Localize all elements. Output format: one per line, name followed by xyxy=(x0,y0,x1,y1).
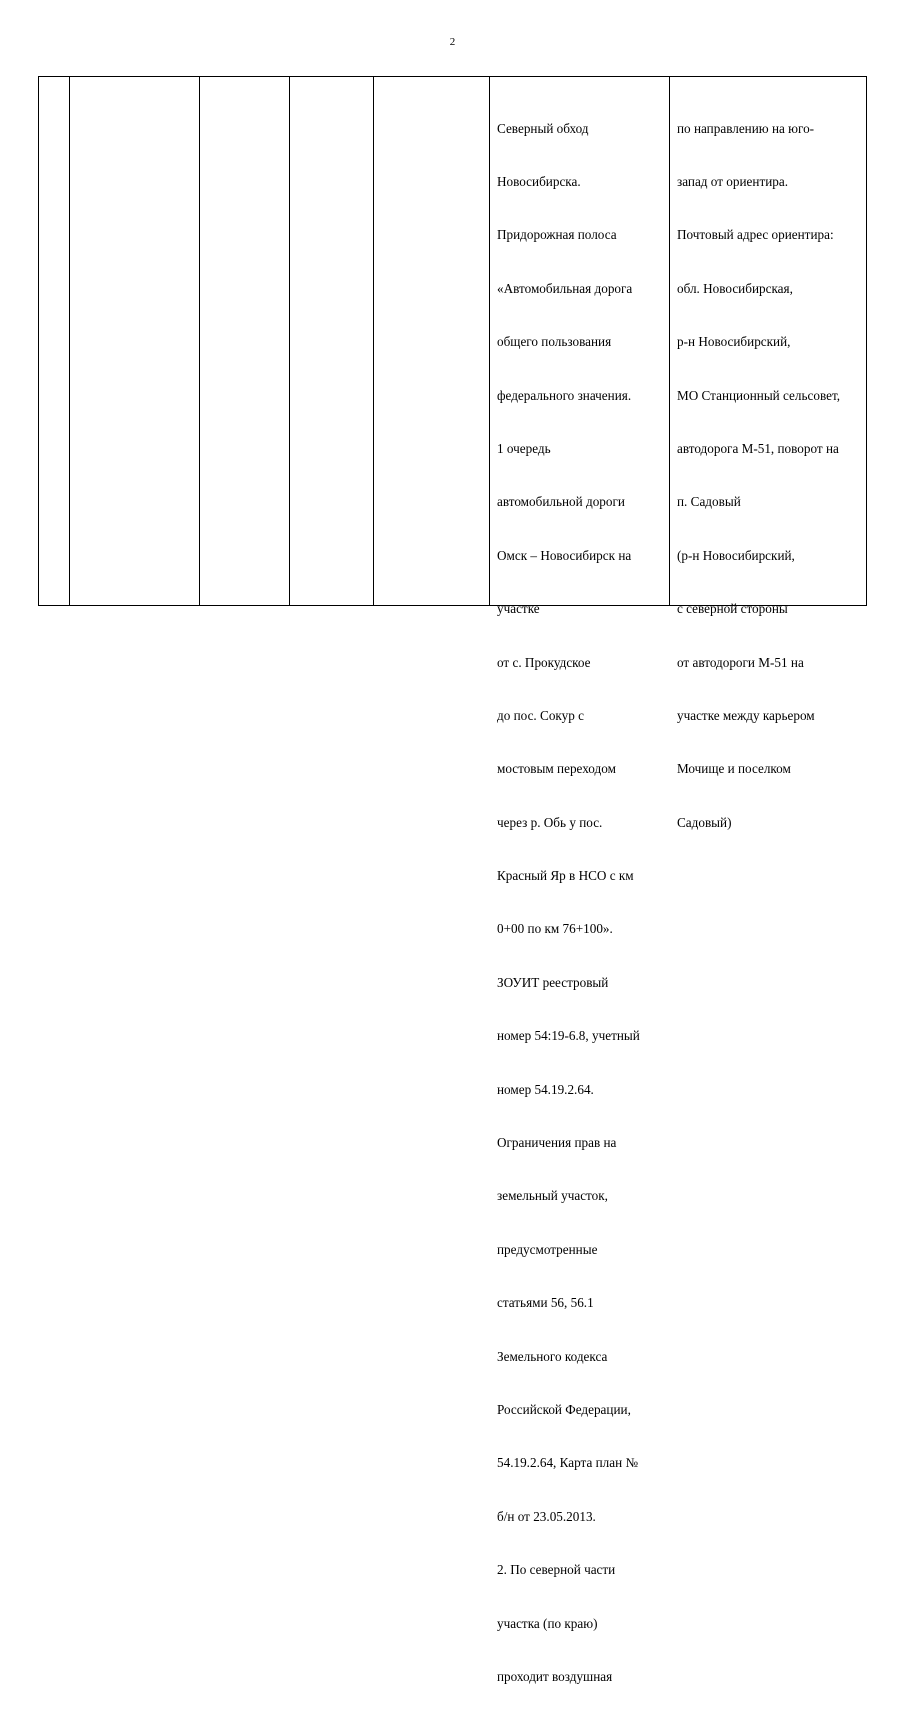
text-line: 2. По северной части xyxy=(497,1562,616,1578)
text-line: Северный обход xyxy=(497,120,589,136)
text-line: Ограничения прав на xyxy=(497,1135,617,1151)
text-line: «Автомобильная дорога xyxy=(497,280,633,296)
text-line: б/н от 23.05.2013. xyxy=(497,1508,596,1524)
text-line: Почтовый адрес ориентира: xyxy=(677,227,834,243)
text-line: номер 54.19.2.64. xyxy=(497,1081,594,1097)
column-divider-2 xyxy=(199,77,200,605)
text-line: Садовый) xyxy=(677,814,732,830)
text-line: по направлению на юго- xyxy=(677,120,815,136)
text-line: общего пользования xyxy=(497,334,612,350)
text-line: через р. Обь у пос. xyxy=(497,814,603,830)
text-line: запад от ориентира. xyxy=(677,173,789,189)
text-line: Придорожная полоса xyxy=(497,227,617,243)
text-line: МО Станционный сельсовет, xyxy=(677,387,841,403)
text-line: федерального значения. xyxy=(497,387,632,403)
text-line: номер 54:19-6.8, учетный xyxy=(497,1028,640,1044)
page-number: 2 xyxy=(449,36,456,48)
text-line: Красный Яр в НСО с км xyxy=(497,868,634,884)
text-line: Новосибирска. xyxy=(497,173,581,189)
text-line: автомобильной дороги xyxy=(497,494,625,510)
text-line: Мочище и поселком xyxy=(677,761,791,777)
text-line: с северной стороны xyxy=(677,601,788,617)
text-line: от автодороги М-51 на xyxy=(677,654,804,670)
text-line: до пос. Сокур с xyxy=(497,707,584,723)
column-divider-5 xyxy=(489,77,490,605)
text-line: Земельного кодекса xyxy=(497,1348,608,1364)
column-divider-3 xyxy=(289,77,290,605)
text-line: Омск – Новосибирск на xyxy=(497,547,632,563)
text-line: (р-н Новосибирский, xyxy=(677,547,795,563)
text-line: 1 очередь xyxy=(497,440,551,456)
text-line: п. Садовый xyxy=(677,494,741,510)
restriction-description-cell xyxy=(497,84,640,1721)
land-record-table xyxy=(38,76,867,1684)
text-line: мостовым переходом xyxy=(497,761,616,777)
text-line: Российской Федерации, xyxy=(497,1401,631,1417)
text-line: статьями 56, 56.1 xyxy=(497,1295,594,1311)
text-line: ЗОУИТ реестровый xyxy=(497,974,609,990)
text-line: участке между карьером xyxy=(677,707,815,723)
text-line: земельный участок, xyxy=(497,1188,608,1204)
location-description-cell xyxy=(677,84,840,867)
text-line: р-н Новосибирский, xyxy=(677,334,791,350)
column-divider-1 xyxy=(69,77,70,605)
text-line: участка (по краю) xyxy=(497,1615,598,1631)
text-line: проходит воздушная xyxy=(497,1668,613,1684)
column-divider-6 xyxy=(669,77,670,605)
text-line: автодорога М-51, поворот на xyxy=(677,440,839,456)
text-line: обл. Новосибирская, xyxy=(677,280,793,296)
text-line: участке xyxy=(497,601,540,617)
text-line: предусмотренные xyxy=(497,1241,598,1257)
text-line: 0+00 по км 76+100». xyxy=(497,921,613,937)
text-line: от с. Прокудское xyxy=(497,654,591,670)
column-divider-4 xyxy=(373,77,374,605)
text-line: 54.19.2.64, Карта план № xyxy=(497,1455,639,1471)
